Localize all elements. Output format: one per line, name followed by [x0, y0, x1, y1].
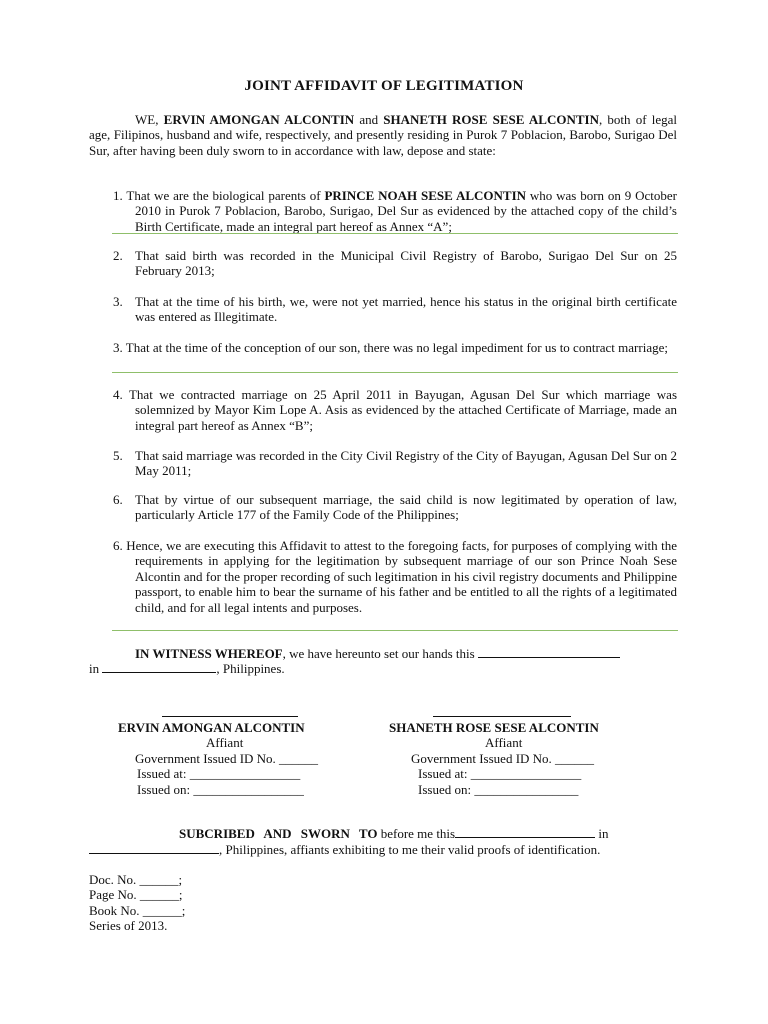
id-number-field[interactable]: Government Issued ID No. ______: [411, 750, 595, 766]
list-item-post: who was born on 9 October 2010 in Purok 7 Poblacion, Barobo, Surigao, Del Sur as evidenced by the attached copy of the child’s Birth Certificate, made an integral part hereof as Annex “A”;: [135, 188, 677, 234]
list-item: [113, 188, 677, 236]
notary-block: [89, 872, 185, 934]
list-item-number: 6.: [113, 492, 123, 507]
list-item-body: That at the time of the conception of our son, there was no legal impediment for us to contract marriage;: [125, 340, 668, 355]
subscribed-place-line: [89, 842, 677, 857]
notary-place-blank[interactable]: [89, 842, 219, 854]
witness-in: in: [89, 661, 103, 676]
date-blank[interactable]: [478, 646, 620, 658]
list-item-pre: That we are the biological parents of: [126, 188, 325, 203]
list-item-body: That we contracted marriage on 25 April 2011 in Bayugan, Agusan Del Sur which marriage was solemnized by Mayor Kim Lope A. Asis as evidenced by the attached Certificate of Marriage, made an integral part hereof as Annex “B”;: [128, 387, 677, 433]
list-item-text: [113, 340, 677, 355]
list-item-number: 5.: [113, 448, 123, 463]
witness-text: , we have hereunto set our hands this: [282, 646, 478, 661]
witness-place-line: [89, 661, 677, 676]
issued-at-field[interactable]: Issued at: _________________: [418, 766, 582, 782]
subscribed-in: in: [595, 826, 609, 841]
witness-place: , Philippines.: [216, 661, 285, 676]
signature-line-1[interactable]: [162, 716, 298, 717]
issued-on-field[interactable]: Issued on: _________________: [137, 781, 304, 797]
list-item: [113, 340, 677, 355]
subscribed-paragraph: [89, 826, 685, 841]
issued-on-field[interactable]: Issued on: ________________: [418, 781, 579, 797]
list-item-number: 6.: [113, 538, 123, 553]
list-item-number: 3.: [113, 294, 123, 309]
list-item-text: [113, 538, 677, 615]
subscribed-heading: SUBCRIBED AND SWORN TO: [179, 826, 378, 841]
subscribed-text: before me this: [377, 826, 456, 841]
affiant-name-1: ERVIN AMONGAN ALCONTIN: [163, 112, 355, 127]
intro-paragraph: [89, 112, 677, 158]
intro-and: and: [354, 112, 384, 127]
list-item: [113, 538, 677, 615]
document-title: JOINT AFFIDAVIT OF LEGITIMATION: [244, 78, 524, 94]
witness-heading: IN WITNESS WHEREOF: [135, 646, 283, 661]
list-item-text: That said marriage was recorded in the City Civil Registry of the City of Bayugan, Agusan Del Sur on 2 May 2011;: [135, 448, 677, 479]
subscribed-rest: , Philippines, affiants exhibiting to me their valid proofs of identification.: [219, 842, 601, 857]
signatory-block-2: [389, 720, 649, 797]
notary-date-blank[interactable]: [455, 826, 595, 838]
place-blank[interactable]: [102, 661, 216, 673]
list-item-number: 1.: [113, 188, 123, 203]
list-item-body: Hence, we are executing this Affidavit to attest to the foregoing facts, for purposes of complying with the requirements in applying for the legitimation by subsequent marriage of our son Prince Noah Sese Alcontin and for the proper recording of such legitimation in his civil registry documents and Philippine passport, to enable him to bear the surname of his father and be entitled to all the rights of a legitimated child, and for all legal intents and purposes.: [126, 538, 677, 615]
doc-no-field[interactable]: Doc. No. ______;: [89, 872, 183, 887]
book-no-field[interactable]: Book No. ______;: [89, 902, 186, 918]
list-item: [113, 387, 677, 433]
intro-rest: , both of legal age, Filipinos, husband and wife, respectively, and presently residing in Purok 7 Poblacion, Barobo, Surigao Del Sur, after having been duly sworn to in accordance with law, depose and state:: [89, 112, 677, 158]
divider: [112, 630, 678, 631]
witness-paragraph: [89, 646, 681, 661]
id-number-field[interactable]: Government Issued ID No. ______: [135, 750, 319, 766]
issued-at-field[interactable]: Issued at: _________________: [137, 766, 301, 782]
affiant-name-2: SHANETH ROSE SESE ALCONTIN: [383, 112, 599, 127]
list-item-number: 3.: [113, 340, 123, 355]
signatory-name: ERVIN AMONGAN ALCONTIN: [118, 720, 305, 735]
list-item-number: 4.: [113, 387, 123, 402]
list-item-text: [113, 387, 677, 433]
list-item-text: That at the time of his birth, we, were not yet married, hence his status in the original birth certificate was entered as Illegitimate.: [135, 294, 677, 325]
series-field: Series of 2013.: [89, 918, 168, 934]
list-item-text: That by virtue of our subsequent marriage, the said child is now legitimated by operation of law, particularly Article 177 of the Family Code of the Philippines;: [135, 492, 677, 523]
list-item-number: 2.: [113, 248, 123, 263]
signatory-block-1: [118, 720, 358, 797]
signatory-name: SHANETH ROSE SESE ALCONTIN: [389, 720, 599, 735]
list-item-text: [113, 188, 677, 234]
list-item-text: That said birth was recorded in the Municipal Civil Registry of Barobo, Surigao Del Sur on 25 February 2013;: [135, 248, 677, 279]
intro-we: WE,: [135, 112, 164, 127]
divider: [112, 372, 678, 373]
child-name: PRINCE NOAH SESE ALCONTIN: [324, 188, 527, 203]
divider: [112, 233, 678, 234]
signatory-role: Affiant: [206, 735, 244, 751]
signatory-role: Affiant: [485, 735, 523, 751]
page-no-field[interactable]: Page No. ______;: [89, 887, 183, 903]
signature-line-2[interactable]: [433, 716, 571, 717]
